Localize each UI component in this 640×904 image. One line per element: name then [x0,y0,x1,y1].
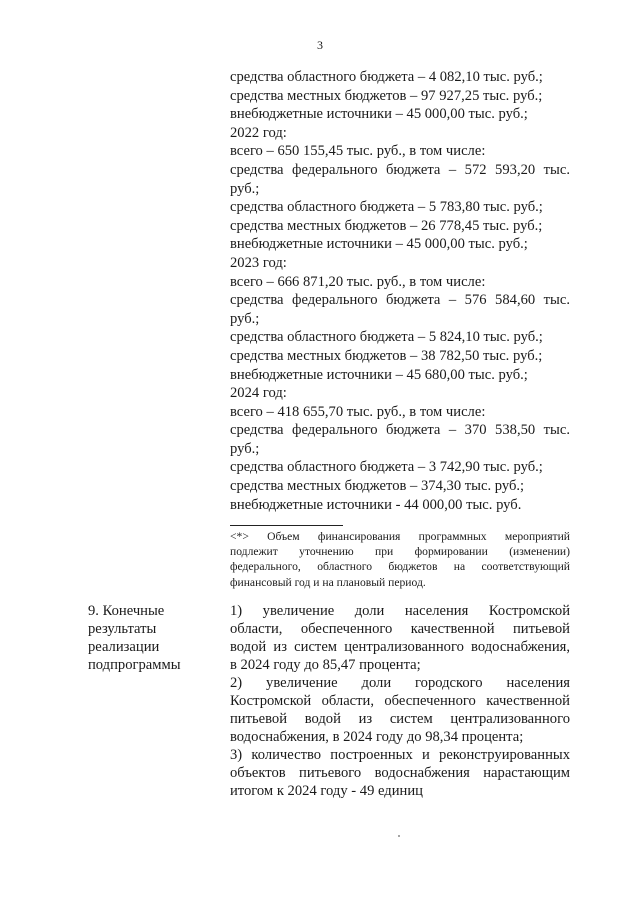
result-line: 1) увеличение доли населения Костромской [230,603,570,619]
footnote-line: федерального, областного бюджетов на соответствующий [230,560,570,574]
funding-line: руб.; [230,180,260,197]
footnote-line: подлежит уточнению при формировании (изменении) [230,545,570,559]
result-line: 2) увеличение доли городского населения [230,675,570,691]
funding-line: внебюджетные источники - 44 000,00 тыс. руб. [230,496,522,513]
funding-line: всего – 650 155,45 тыс. руб., в том числе: [230,143,486,160]
result-line: 3) количество построенных и реконструированных [230,747,570,763]
funding-line: средства областного бюджета – 5 783,80 тыс. руб.; [230,199,543,216]
section-label-line: 9. Конечные [88,603,165,619]
funding-line: внебюджетные источники – 45 000,00 тыс. руб.; [230,106,528,123]
funding-year-heading: 2022 год: [230,124,287,141]
result-line: водоснабжения, в 2024 году до 98,34 процента; [230,729,524,745]
funding-line: внебюджетные источники – 45 680,00 тыс. руб.; [230,366,528,383]
result-line: объектов питьевого водоснабжения нарастающим [230,765,570,781]
result-line: области, обеспеченного качественной питьевой [230,621,570,637]
result-line: питьевой водой из систем централизованного [230,711,570,727]
section-label [88,602,208,674]
result-line: в 2024 году до 85,47 процента; [230,657,421,673]
funding-line: средства областного бюджета – 3 742,90 тыс. руб.; [230,459,543,476]
funding-year-heading: 2023 год: [230,254,287,271]
scan-speck [398,835,400,837]
footnote-divider [230,525,343,526]
section-label-line: результаты [88,621,157,637]
funding-line: руб.; [230,310,260,327]
funding-year-heading: 2024 год: [230,385,287,402]
funding-line: средства областного бюджета – 5 824,10 тыс. руб.; [230,329,543,346]
result-line: Костромской области, обеспеченного качественной [230,693,570,709]
section-label-line: подпрограммы [88,657,181,673]
funding-sources-block [230,68,570,514]
footnote [230,529,570,590]
funding-line: средства местных бюджетов – 38 782,50 тыс. руб.; [230,347,543,364]
footnote-line: <*> Объем финансирования программных мероприятий [230,530,570,543]
funding-line: руб.; [230,440,260,457]
funding-line: средства федерального бюджета – 576 584,60 тыс. [230,292,570,309]
funding-line: внебюджетные источники – 45 000,00 тыс. руб.; [230,236,528,253]
page-number: 3 [317,38,323,52]
result-line: водой из систем централизованного водоснабжения, [230,639,570,655]
result-line: итогом к 2024 году - 49 единиц [230,783,423,799]
funding-line: средства местных бюджетов – 26 778,45 тыс. руб.; [230,217,543,234]
funding-line: средства местных бюджетов – 374,30 тыс. руб.; [230,478,525,495]
expected-results-block [230,602,570,800]
funding-line: всего – 418 655,70 тыс. руб., в том числе: [230,403,486,420]
funding-line: средства местных бюджетов – 97 927,25 тыс. руб.; [230,87,543,104]
funding-line: средства областного бюджета – 4 082,10 тыс. руб.; [230,69,543,85]
funding-line: средства федерального бюджета – 370 538,50 тыс. [230,422,570,439]
section-label-line: реализации [88,639,160,655]
funding-line: всего – 666 871,20 тыс. руб., в том числе: [230,273,486,290]
footnote-line: финансовый год и на плановый период. [230,575,426,589]
funding-line: средства федерального бюджета – 572 593,20 тыс. [230,161,570,178]
